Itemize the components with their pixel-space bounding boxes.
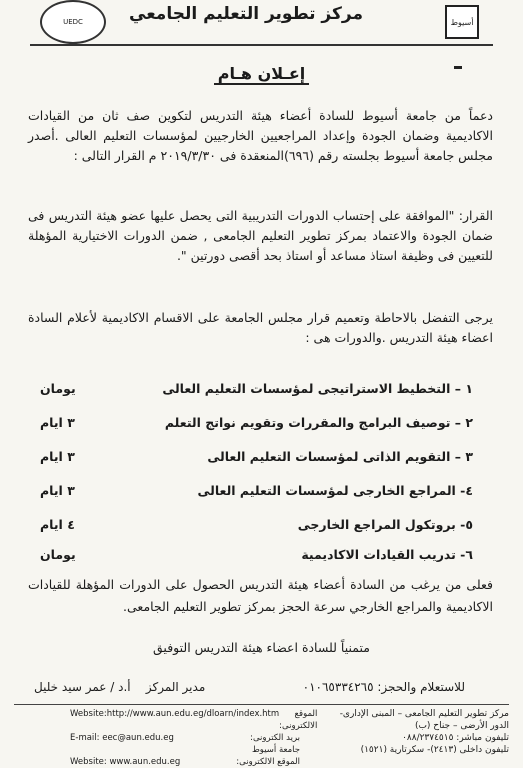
footer-contacts (70, 708, 318, 768)
university-seal-icon (40, 0, 106, 44)
course-title: ١ – التخطيط الاستراتيجى لمؤسسات التعليم العالى (162, 380, 473, 396)
center-emblem-icon (445, 5, 479, 39)
course-title: ٤- المراجع الخارجى لمؤسسات التعليم العالى (197, 482, 473, 498)
address-line: تليفون داخلى (٢٤١٣)- سكرتارية (١٥٢١) (360, 745, 509, 755)
request-paragraph: يرجى التفضل بالاحاطة وتعميم قرار مجلس الجامعة على الاقسام الاكاديمية لأعلام السادة اعضاء هيئة التدريس .والدورات هى : (28, 310, 493, 345)
course-item (40, 480, 473, 500)
university-website-label: الموقع الالكترونى: (236, 757, 300, 767)
course-item (40, 412, 473, 432)
course-title: ٢ – توصيف البرامج والمقررات وتقويم نواتج التعلم (164, 414, 473, 430)
director-signature (34, 680, 205, 694)
decision-paragraph: القرار: "الموافقة على إحتساب الدورات التدريبية التى يحصل عليها عضو هيئة التدريس فى ضمان الجودة والاعتماد بمركز تطوير التعليم الجامعى , ضمن الدورات الاختيارية المؤهلة للتعيين فى وظيفة استاذ مساعد أو استاذ بحد أقصى دورتين ". (28, 208, 493, 263)
course-duration: ٣ ايام (40, 448, 75, 464)
university-website-link[interactable]: Website: www.aun.edu.eg (70, 757, 181, 767)
announcement-title-text: إعـلان هـام (214, 64, 310, 85)
header-divider (30, 44, 493, 46)
footer-address (309, 708, 509, 756)
address-line: الدور الأرضى – جناح (ب) (414, 721, 509, 731)
course-item (40, 378, 473, 398)
email-label: بريد الكترونى: (250, 733, 300, 743)
announcement-title (0, 64, 523, 83)
address-line: مركز تطوير التعليم الجامعى – المبنى الإدارى- (339, 709, 509, 719)
course-title: ٦- تدريب القيادات الاكاديمية (301, 546, 473, 562)
website-label: الموقع الالكترونى: (279, 709, 318, 731)
page-header-title: مركز تطوير التعليم الجامعي (129, 4, 363, 24)
course-item (40, 544, 473, 564)
course-title: ٣ – التقويم الذاتى لمؤسسات التعليم العالى (207, 448, 473, 464)
center-email-link[interactable]: E-mail: eec@aun.edu.eg (70, 733, 174, 743)
course-item (40, 446, 473, 466)
course-title: ٥- بروتكول المراجع الخارجى (297, 516, 473, 532)
course-duration: يومان (40, 380, 76, 396)
course-duration: ٣ ايام (40, 482, 75, 498)
course-duration: ٤ ايام (40, 516, 75, 532)
university-label: جامعة أسيوط (251, 745, 300, 755)
center-website-link[interactable]: Website:http://www.aun.edu.eg/dloarn/index.htm (70, 709, 280, 719)
closing-line: متمنياً للسادة اعضاء هيئة التدريس التوفيق (153, 640, 370, 655)
intro-paragraph: دعماً من جامعة أسيوط للسادة أعضاء هيئة التدريس لتكوين صف ثان من القيادات الاكاديمية وضمان الجودة وإعداد المراجعيين الخارجيين لمؤسسات التعليم العالى .أصدر مجلس جامعة أسيوط بجلسته رقم (٦٩٦)المنعقدة فى ٢٠١٩/٣/٣٠ م القرار التالى : (28, 108, 493, 163)
course-item (40, 514, 473, 534)
course-duration: ٣ ايام (40, 414, 75, 430)
phone-line: للاستعلام والحجز: ٠١٠٦٥٣٣٤٢٦٥ (302, 680, 465, 694)
address-line: تليفون مباشر: ٠٨٨/٢٣٧٤٥١٥ (402, 733, 509, 743)
note-paragraph: فعلى من يرغب من السادة أعضاء هيئة التدريس الحصول على الدورات المؤهلة للقيادات الاكاديمية والمراجع الخارجي سرعة الحجز بمركز تطوير التعليم الجامعى. (28, 577, 493, 614)
logo-right-text: أسيوط (450, 17, 474, 27)
footer-divider (14, 704, 509, 705)
director-label: مدير المركز (145, 680, 206, 694)
director-name: أ.د / عمر سيد خليل (34, 680, 131, 694)
course-duration: يومان (40, 546, 76, 562)
logo-left-text: UEDC (63, 18, 83, 26)
